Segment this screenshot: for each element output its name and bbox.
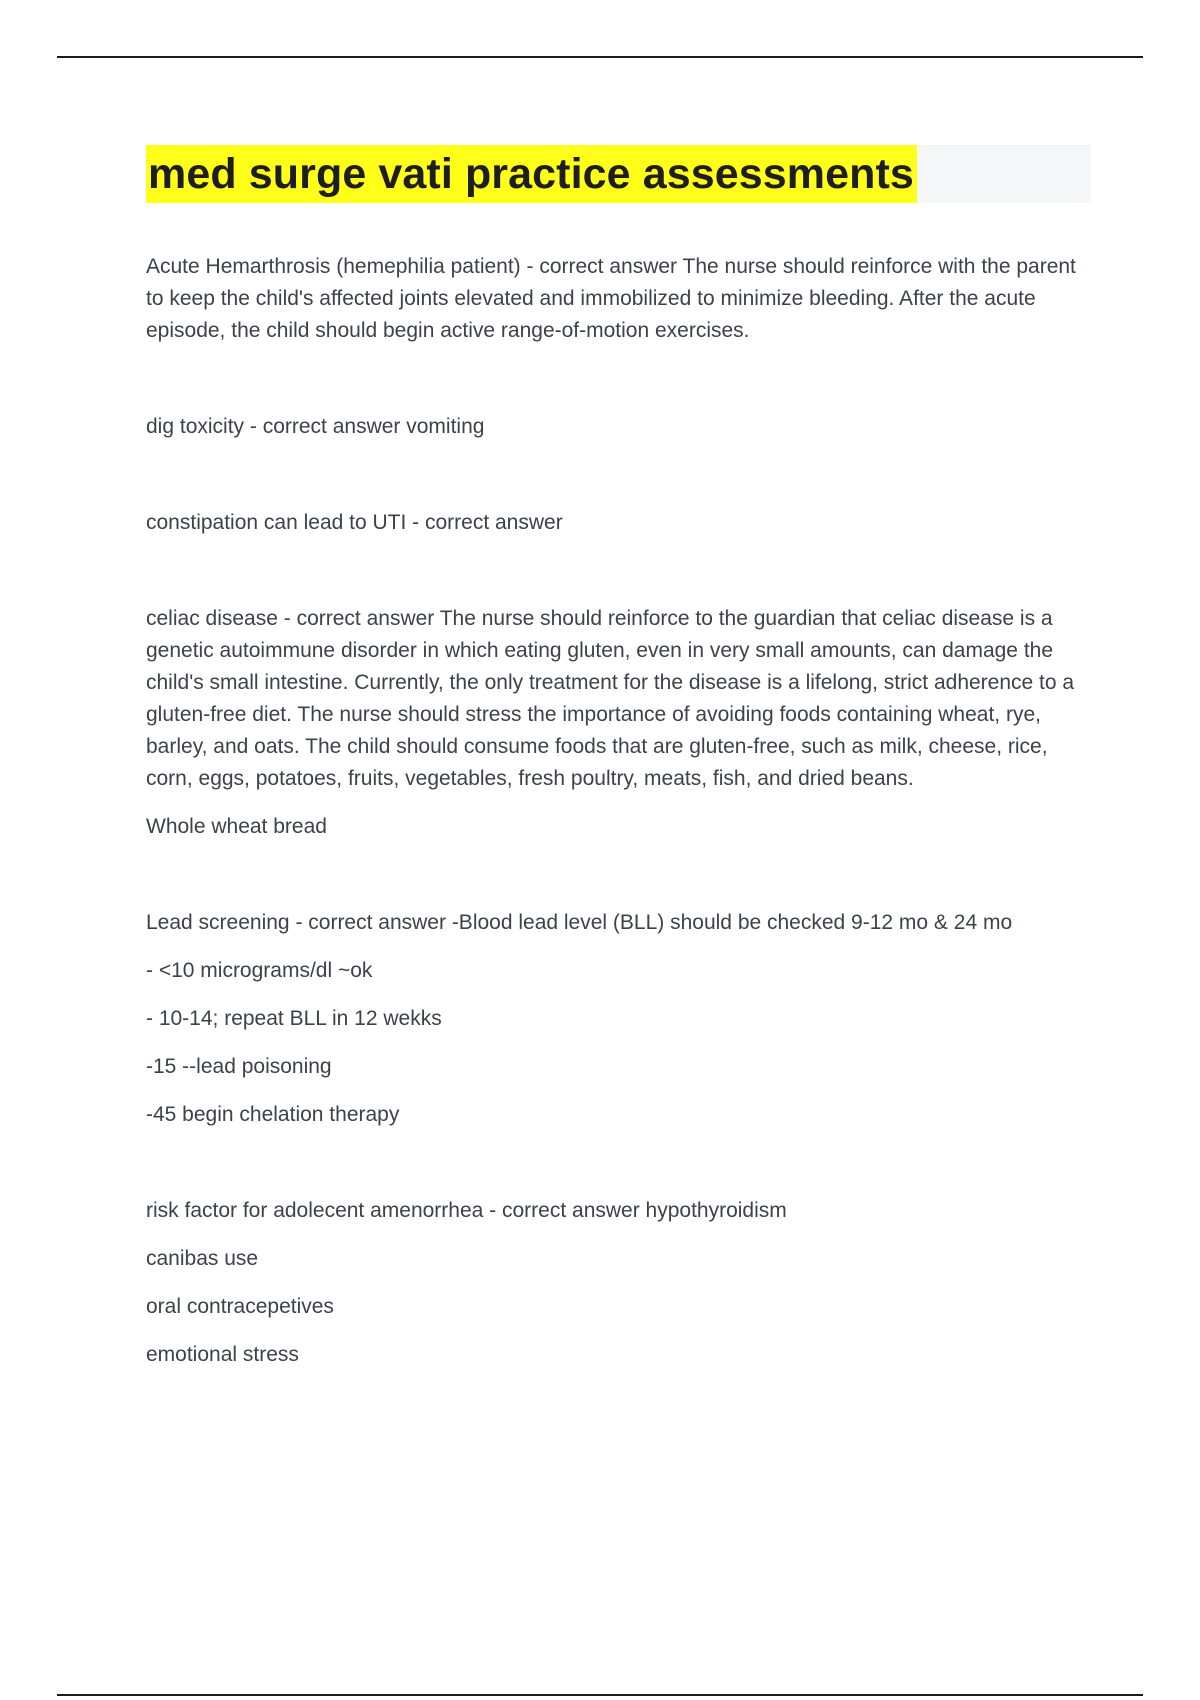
entry-text: risk factor for adolecent amenorrhea - correct answer hypothyroidism bbox=[146, 1199, 787, 1222]
entry-text: Acute Hemarthrosis (hemephilia patient) - correct answer The nurse should reinforce with the parent to keep the child's affected joints elevated and immobilized to minimize bleeding. After the acute episode, the child should begin active range-of-motion exercises. bbox=[146, 255, 1076, 342]
entry-amenorrhea bbox=[146, 1195, 1091, 1371]
document-body bbox=[146, 145, 1091, 1371]
entry-lead-screening bbox=[146, 907, 1091, 1131]
entry-subline: emotional stress bbox=[146, 1343, 299, 1366]
entry-text: Lead screening - correct answer -Blood lead level (BLL) should be checked 9-12 mo & 24 mo bbox=[146, 911, 1013, 934]
entry-text: constipation can lead to UTI - correct answer bbox=[146, 511, 563, 534]
entry-subline: - 10-14; repeat BLL in 12 wekks bbox=[146, 1007, 442, 1030]
entry-subline: oral contracepetives bbox=[146, 1295, 334, 1318]
header-rule bbox=[57, 56, 1143, 58]
entry-text: dig toxicity - correct answer vomiting bbox=[146, 415, 485, 438]
entry-dig-toxicity bbox=[146, 411, 1091, 443]
footer-rule bbox=[57, 1694, 1143, 1696]
entry-acute-hemarthrosis bbox=[146, 251, 1091, 347]
document-title: med surge vati practice assessments bbox=[146, 145, 917, 203]
title-bar bbox=[146, 145, 1091, 203]
entry-subline: -45 begin chelation therapy bbox=[146, 1103, 400, 1126]
entry-subline: Whole wheat bread bbox=[146, 815, 327, 838]
entry-subline: - <10 micrograms/dl ~ok bbox=[146, 959, 373, 982]
entry-subline: canibas use bbox=[146, 1247, 259, 1270]
entry-text: celiac disease - correct answer The nurse should reinforce to the guardian that celiac disease is a genetic autoimmune disorder in which eating gluten, even in very small amounts, can damage the child's small intestine. Currently, the only treatment for the disease is a lifelong, strict adherence to a gluten-free diet. The nurse should stress the importance of avoiding foods containing wheat, rye, barley, and oats. The child should consume foods that are gluten-free, such as milk, cheese, rice, corn, eggs, potatoes, fruits, vegetables, fresh poultry, meats, fish, and dried beans. bbox=[146, 607, 1075, 790]
entry-celiac-disease bbox=[146, 603, 1091, 843]
entry-subline: -15 --lead poisoning bbox=[146, 1055, 332, 1078]
entry-constipation bbox=[146, 507, 1091, 539]
